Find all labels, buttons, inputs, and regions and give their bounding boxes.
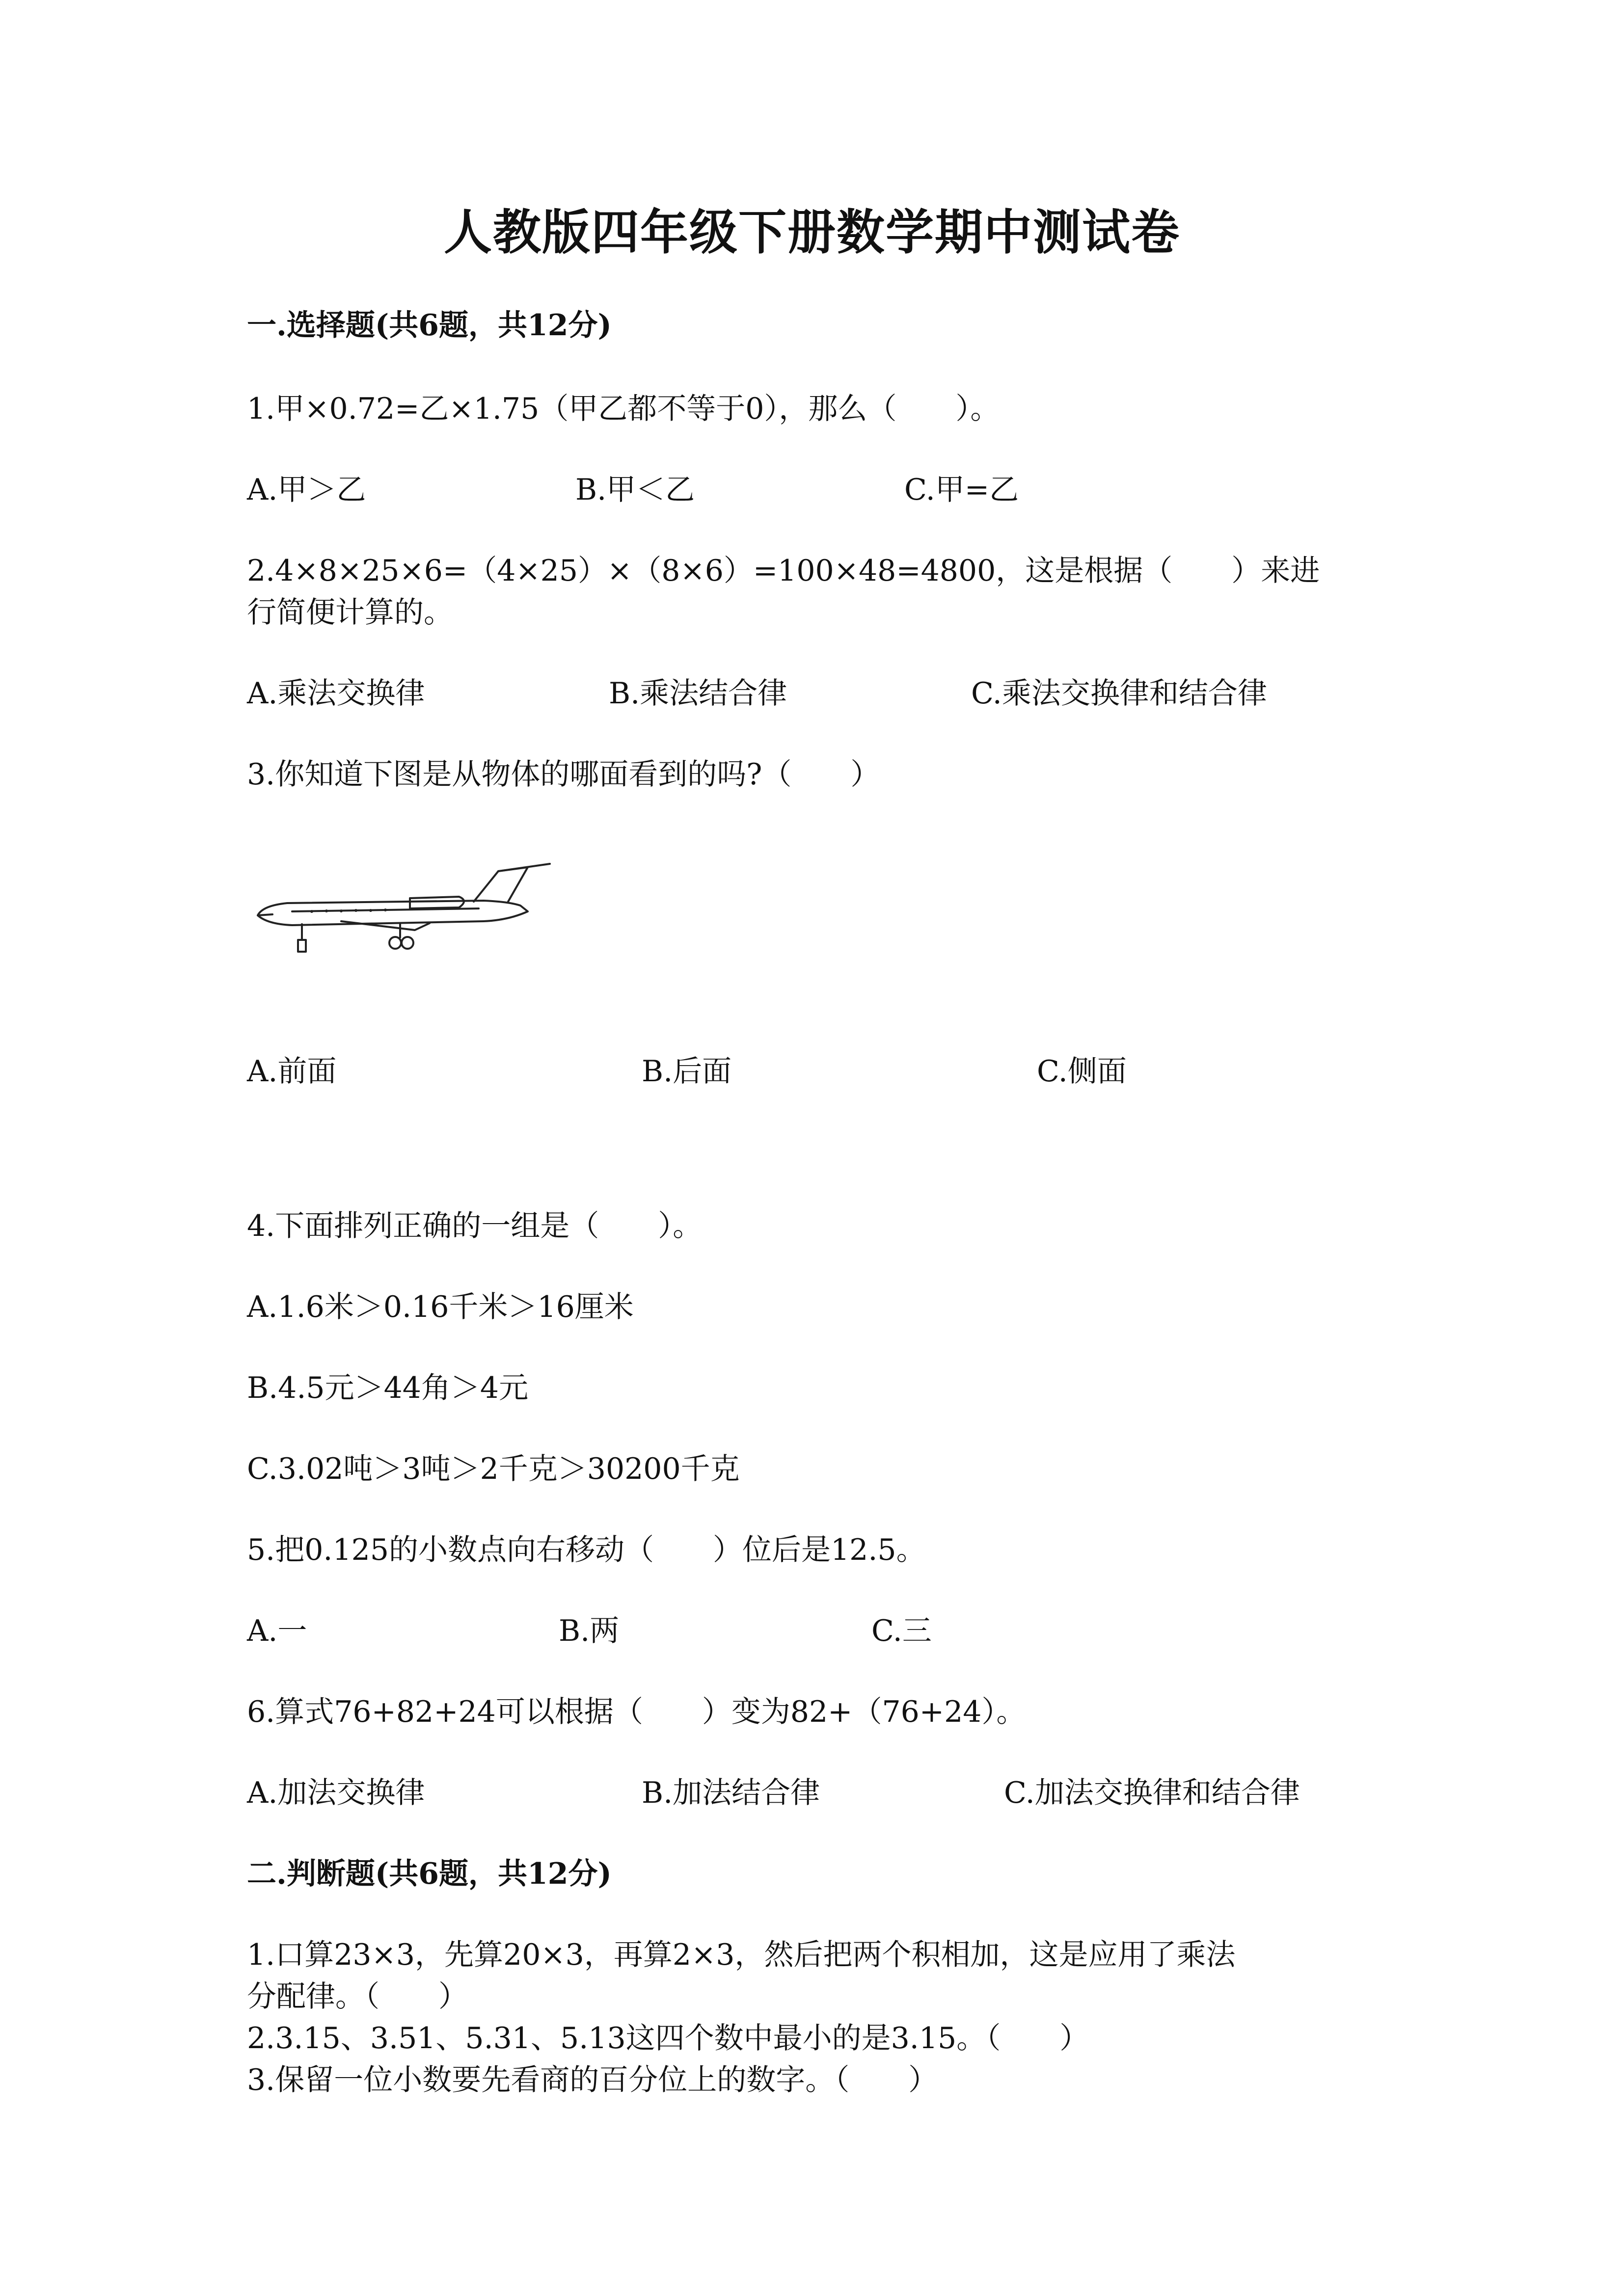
question-3-text: 3.你知道下图是从物体的哪面看到的吗?（ ） bbox=[247, 757, 880, 792]
question-1-text: 1.甲×0.72=乙×1.75（甲乙都不等于0），那么（ ）。 bbox=[247, 392, 1000, 426]
question-5-option-a: A.一 bbox=[247, 1614, 307, 1648]
question-5-option-c: C.三 bbox=[871, 1614, 932, 1648]
question-1-option-b: B.甲＜乙 bbox=[575, 473, 695, 507]
question-2-option-b: B.乘法结合律 bbox=[609, 676, 787, 711]
question-2-option-a: A.乘法交换律 bbox=[247, 676, 425, 711]
tf-question-2-text: 2.3.15、3.51、5.31、5.13这四个数中最小的是3.15。（ ） bbox=[247, 2021, 1089, 2056]
question-2-text-line1: 2.4×8×25×6=（4×25）×（8×6）=100×48=4800，这是根据（ ）来进 bbox=[247, 554, 1320, 588]
page-title: 人教版四年级下册数学期中测试卷 bbox=[443, 204, 1180, 261]
question-4-option-a: A.1.6米＞0.16千米＞16厘米 bbox=[247, 1290, 634, 1324]
question-1-option-a: A.甲＞乙 bbox=[247, 473, 366, 507]
question-6-text: 6.算式76+82+24可以根据（ ）变为82+（76+24）。 bbox=[247, 1695, 1026, 1729]
question-4-text: 4.下面排列正确的一组是（ ）。 bbox=[247, 1209, 703, 1243]
question-3-option-c: C.侧面 bbox=[1037, 1054, 1127, 1089]
question-4-option-b: B.4.5元＞44角＞4元 bbox=[247, 1371, 529, 1405]
airplane-side-view-icon bbox=[253, 856, 557, 960]
question-6-option-c: C.加法交换律和结合律 bbox=[1004, 1776, 1300, 1810]
tf-question-3-text: 3.保留一位小数要先看商的百分位上的数字。（ ） bbox=[247, 2063, 938, 2097]
tf-question-1-line2: 分配律。（ ） bbox=[247, 1979, 468, 2014]
question-5-option-b: B.两 bbox=[559, 1614, 620, 1648]
section-heading-choice: 一.选择题(共6题，共12分) bbox=[247, 308, 612, 343]
question-6-option-b: B.加法结合律 bbox=[642, 1776, 820, 1810]
question-2-option-c: C.乘法交换律和结合律 bbox=[971, 676, 1267, 711]
question-6-option-a: A.加法交换律 bbox=[247, 1776, 425, 1810]
question-3-option-b: B.后面 bbox=[642, 1054, 732, 1089]
question-3-option-a: A.前面 bbox=[247, 1054, 337, 1089]
question-2-text-line2: 行简便计算的。 bbox=[247, 595, 453, 630]
section-heading-true-false: 二.判断题(共6题，共12分) bbox=[247, 1857, 612, 1891]
question-4-option-c: C.3.02吨＞3吨＞2千克＞30200千克 bbox=[247, 1452, 740, 1486]
question-1-option-c: C.甲=乙 bbox=[904, 473, 1019, 507]
tf-question-1-line1: 1.口算23×3，先算20×3，再算2×3，然后把两个积相加，这是应用了乘法 bbox=[247, 1938, 1236, 1972]
question-5-text: 5.把0.125的小数点向右移动（ ）位后是12.5。 bbox=[247, 1533, 926, 1567]
